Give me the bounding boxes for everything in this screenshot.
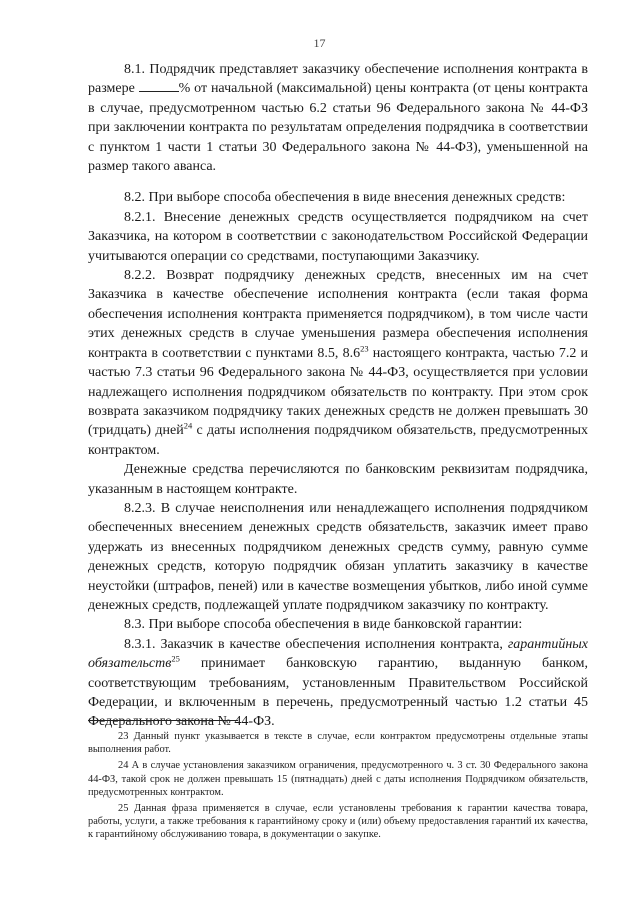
footnote-ref-23: 23 <box>360 343 369 354</box>
footnotes <box>88 730 588 845</box>
footnote-ref-24: 24 <box>183 420 193 431</box>
footnote-24: 24 А в случае установления заказчиком ограничения, предусмотренного ч. 3 ст. 30 Федерального закона 44-ФЗ, такой срок не должен превышать 15 (пятнадцать) дней с даты исполнения Подрядчиком обязательств, предусмотренных контрактом. <box>88 760 588 798</box>
footnote-23: 23 Данный пункт указывается в тексте в случае, если контрактом предусмотрены отдельные этапы выполнения работ. <box>88 731 588 756</box>
clause-8-2-1: 8.2.1. Внесение денежных средств осуществляется подрядчиком на счет Заказчика, на котором в соответствии с законодательством Российской Федерации учитываются операции со средствами, поступающими Заказчику. <box>88 209 588 264</box>
page-number: 17 <box>313 36 326 50</box>
clause-8-2-2-bank-details: Денежные средства перечисляются по банковским реквизитам подрядчика, указанным в настоящем контракте. <box>88 462 588 497</box>
footnote-ref-25: 25 <box>171 653 180 664</box>
clause-8-2-2: 8.2.2. Возврат подрядчику денежных средств, внесенных им на счет Заказчика в качестве обеспечение исполнения контракта (если такая форма обеспечения исполнения контракта применяется подрядчиком), в том числе части этих денежных средств в случае уменьшения размера обеспечения исполнения контракта в соответствии с пунктами 8.5, $8.6^{23}$ настоящего контракта, частью 7.2 и частью 7.3 статьи 96 Федерального закона № 44-ФЗ, осуществляется при условии надлежащего исполнения подрядчиком обязательств по контракту. При этом срок возврата заказчиком подрядчику таких денежных средств не должен превышать 30 (тридцать) дней$^{24}$ с даты исполнения подрядчиком обязательств, предусмотренных контрактом. <box>88 268 588 458</box>
blank-percent-field <box>139 80 179 92</box>
clause-8-2: 8.2. При выборе способа обеспечения в виде внесения денежных средств: <box>124 190 566 206</box>
clause-8-2-3: 8.2.3. В случае неисполнения или ненадлежащего исполнения подрядчиком обеспеченных внесением денежных средств обязательств, заказчик имеет право удержать из внесенных подрядчиком денежных средств сумму, равную сумме денежных средств, которую подрядчик обязан уплатить заказчику в качестве неустойки (штрафов, пеней) или в качестве возмещения убытков, либо иной сумме денежных средств, подлежащей уплате подрядчиком заказчику по контракту. <box>88 500 588 613</box>
footnote-divider <box>88 720 238 721</box>
contract-body <box>88 60 588 732</box>
clause-8-3: 8.3. При выборе способа обеспечения в виде банковской гарантии: <box>124 617 523 633</box>
footnote-25: 25 Данная фраза применяется в случае, если установлены требования к гарантии качества товара, работы, услуги, а также требования к гарантийному сроку и (или) объему предоставления гарантий их качества, к гарантийному обслуживанию товара, в документации о закупке. <box>88 803 588 841</box>
clause-8-3-1: 8.3.1. Заказчик в качестве обеспечения исполнения контракта, гарантийных обязательств$^{25}$ принимает банковскую гарантию, выданную банком, соответствующим требованиям, установленным Правительством Российской Федерации, и включенным в перечень, предусмотренный частью 1.2 статьи 45 Федерального закона № 44-ФЗ. <box>88 636 588 730</box>
clause-8-1: 8.1. Подрядчик представляет заказчику обеспечение исполнения контракта в размере % от начальной (максимальной) цены контракта (от цены контракта в случае, предусмотренном частью 6.2 статьи 96 Федерального закона № 44-ФЗ при заключении контракта по результатам определения подрядчика в соответствии с пунктом 1 части 1 статьи 30 Федерального закона № 44-ФЗ), уменьшенной на размер такого аванса. <box>88 62 588 175</box>
italic-phrase: гарантийных обязательств <box>88 636 588 672</box>
